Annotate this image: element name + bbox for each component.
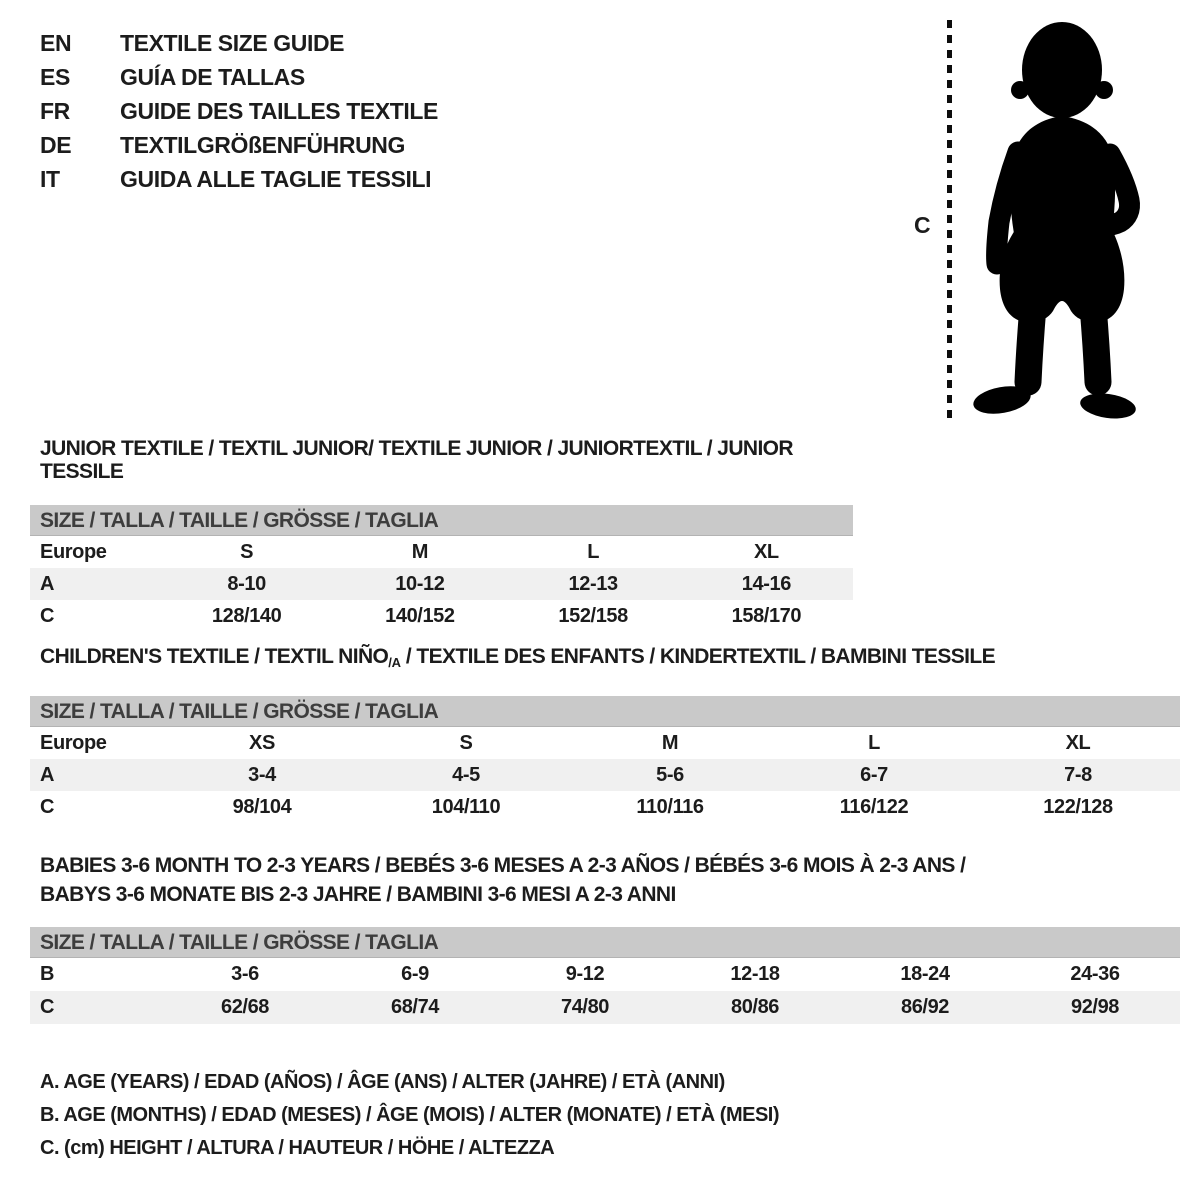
- size-cell: L: [868, 731, 880, 754]
- size-cell: 152/158: [558, 604, 628, 627]
- size-cell: 80/86: [730, 996, 780, 1018]
- table-row-age-years: [30, 568, 853, 600]
- size-cell: S: [459, 731, 473, 754]
- size-cell: 74/80: [560, 996, 610, 1018]
- size-cell: XL: [753, 540, 779, 563]
- language-row-it: [40, 162, 438, 196]
- table-row-europe: [30, 727, 1180, 759]
- junior-textile-section: [30, 437, 853, 632]
- table-row-age-months: [30, 958, 1180, 991]
- children-size-header-bar: SIZE / TALLA / TAILLE / GRÖSSE / TAGLIA: [30, 696, 1180, 727]
- size-cell: 8-10: [227, 572, 266, 595]
- size-cell: 86/92: [900, 996, 950, 1018]
- children-size-table: [30, 727, 1180, 823]
- size-cell: 158/170: [731, 604, 802, 627]
- children-textile-section: [30, 645, 1180, 823]
- language-title-list: [40, 26, 438, 196]
- table-row-height-cm: [30, 991, 1180, 1024]
- row-label: Europe: [40, 540, 107, 563]
- table-row-europe: [30, 536, 853, 568]
- size-cell: 62/68: [220, 996, 270, 1018]
- size-cell: 12-18: [730, 963, 780, 985]
- size-cell: 92/98: [1070, 996, 1120, 1018]
- height-dashed-line-icon: [947, 20, 952, 422]
- size-cell: 104/110: [431, 795, 501, 818]
- row-label: A: [40, 763, 55, 786]
- size-cell: 3-4: [248, 763, 276, 786]
- legend-line-b: B. AGE (MONTHS) / EDAD (MESES) / ÂGE (MOIS) / ALTER (MONATE) / ETÀ (MESI): [40, 1104, 780, 1126]
- size-cell: 3-6: [231, 963, 259, 985]
- size-cell: 5-6: [656, 763, 684, 786]
- size-cell: 24-36: [1070, 963, 1120, 985]
- language-row-fr: [40, 94, 438, 128]
- children-title-part1: CHILDREN'S TEXTILE / TEXTIL NIÑO: [40, 645, 389, 668]
- height-measure-figure: [900, 14, 1200, 426]
- size-cell: XS: [249, 731, 275, 754]
- size-cell: 6-7: [860, 763, 888, 786]
- guide-title-fr: GUIDE DES TAILLES TEXTILE: [120, 98, 438, 124]
- size-cell: 140/152: [385, 604, 455, 627]
- children-title-part2: / TEXTILE DES ENFANTS / KINDERTEXTIL / BAMBINI TESSILE: [400, 645, 996, 668]
- table-row-age-years: [30, 759, 1180, 791]
- language-code: FR: [40, 98, 70, 124]
- size-cell: 7-8: [1064, 763, 1092, 786]
- row-label: A: [40, 572, 55, 595]
- legend-line-c: C. (cm) HEIGHT / ALTURA / HAUTEUR / HÖHE / ALTEZZA: [40, 1137, 555, 1159]
- guide-title-it: GUIDA ALLE TAGLIE TESSILI: [120, 166, 432, 192]
- babies-size-table: [30, 958, 1180, 1024]
- size-cell: XL: [1065, 731, 1091, 754]
- measure-legend: [40, 1066, 779, 1165]
- guide-title-es: GUÍA DE TALLAS: [120, 64, 305, 90]
- size-cell: 116/122: [839, 795, 909, 818]
- row-label: C: [40, 604, 55, 627]
- size-cell: 6-9: [401, 963, 429, 985]
- row-label: C: [40, 996, 55, 1018]
- size-cell: M: [661, 731, 679, 754]
- babies-size-header-bar: SIZE / TALLA / TAILLE / GRÖSSE / TAGLIA: [30, 927, 1180, 958]
- row-label: Europe: [40, 731, 107, 754]
- table-row-height-cm: [30, 600, 853, 632]
- row-label: B: [40, 963, 55, 985]
- language-row-de: [40, 128, 438, 162]
- size-cell: M: [411, 540, 428, 563]
- size-cell: 14-16: [741, 572, 791, 595]
- guide-title-en: TEXTILE SIZE GUIDE: [120, 30, 345, 56]
- size-cell: 12-13: [568, 572, 618, 595]
- size-cell: 68/74: [390, 996, 440, 1018]
- junior-size-header-bar: SIZE / TALLA / TAILLE / GRÖSSE / TAGLIA: [30, 505, 853, 536]
- language-code: DE: [40, 132, 72, 158]
- children-title-subscript: /A: [388, 655, 401, 670]
- language-code: EN: [40, 30, 72, 56]
- babies-section-title: [40, 851, 1180, 909]
- size-cell: L: [587, 540, 600, 563]
- junior-size-table: [30, 536, 853, 632]
- babies-textile-section: [30, 851, 1180, 1024]
- size-cell: 98/104: [232, 795, 292, 818]
- size-cell: 128/140: [211, 604, 282, 627]
- junior-section-title: JUNIOR TEXTILE / TEXTIL JUNIOR/ TEXTILE JUNIOR / JUNIORTEXTIL / JUNIOR TESSILE: [40, 437, 793, 483]
- table-row-height-cm: [30, 791, 1180, 823]
- size-cell: 122/128: [1043, 795, 1113, 818]
- language-code: IT: [40, 166, 60, 192]
- legend-line-a: A. AGE (YEARS) / EDAD (AÑOS) / ÂGE (ANS) / ALTER (JAHRE) / ETÀ (ANNI): [40, 1071, 725, 1093]
- language-code: ES: [40, 64, 70, 90]
- size-cell: 9-12: [565, 963, 605, 985]
- size-cell: 4-5: [452, 763, 480, 786]
- size-cell: 18-24: [900, 963, 950, 985]
- height-measure-label: C: [914, 212, 931, 238]
- language-row-en: [40, 26, 438, 60]
- babies-title-line1: BABIES 3-6 MONTH TO 2-3 YEARS / BEBÉS 3-6 MESES A 2-3 AÑOS / BÉBÉS 3-6 MOIS À 2-3 ANS /: [40, 854, 966, 877]
- toddler-silhouette-icon: [970, 18, 1165, 422]
- guide-title-de: TEXTILGRÖßENFÜHRUNG: [120, 132, 405, 158]
- babies-title-line2: BABYS 3-6 MONATE BIS 2-3 JAHRE / BAMBINI 3-6 MESI A 2-3 ANNI: [40, 883, 676, 906]
- size-cell: 10-12: [395, 572, 445, 595]
- row-label: C: [40, 795, 55, 818]
- language-row-es: [40, 60, 438, 94]
- size-cell: S: [240, 540, 254, 563]
- size-cell: 110/116: [636, 795, 704, 818]
- children-section-title: [40, 645, 1180, 674]
